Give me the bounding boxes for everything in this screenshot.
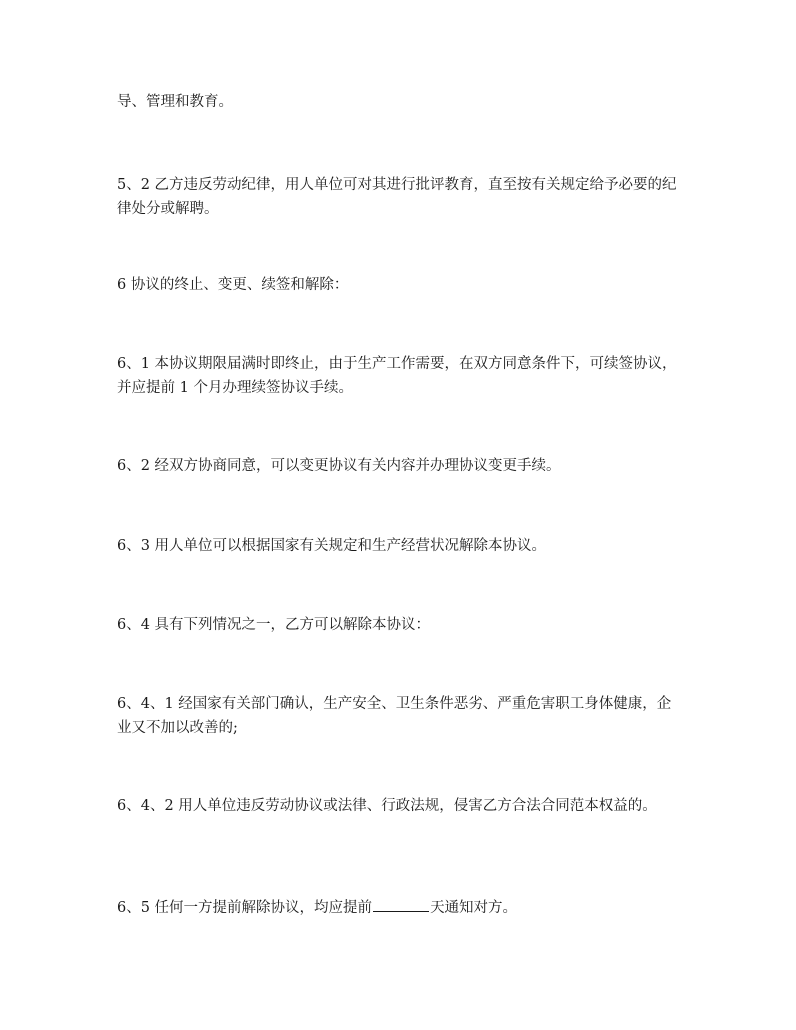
clause-6-4: 6、4 具有下列情况之一，乙方可以解除本协议： [117,617,431,633]
clause-5-2: 5、2 乙方违反劳动纪律，用人单位可对其进行批评教育，直至按有关规定给予必要的纪律处分或解聘。 [117,177,677,217]
clause-6-5 [117,896,677,920]
section-6-heading: 6 协议的终止、变更、续签和解除： [117,277,349,293]
clause-6-1: 6、1 本协议期限届满时即终止，由于生产工作需要，在双方同意条件下，可续签协议，并应提前 1 个月办理续签协议手续。 [117,356,677,396]
clause-6-4-2: 6、4、2 用人单位违反劳动协议或法律、行政法规，侵害乙方合法合同范本权益的。 [117,798,657,814]
clause-6-4-1: 6、4、1 经国家有关部门确认，生产安全、卫生条件恶劣、严重危害职工身体健康，企业又不加以改善的; [117,696,672,736]
notice-days-blank[interactable] [373,897,429,912]
clause-6-5-text-after: 天通知对方。 [430,900,518,916]
paragraph-continuation: 导、管理和教育。 [117,94,233,110]
clause-6-5-text-before: 6、5 任何一方提前解除协议，均应提前 [117,900,373,916]
clause-6-3: 6、3 用人单位可以根据国家有关规定和生产经营状况解除本协议。 [117,538,547,554]
clause-6-2: 6、2 经双方协商同意，可以变更协议有关内容并办理协议变更手续。 [117,458,561,474]
